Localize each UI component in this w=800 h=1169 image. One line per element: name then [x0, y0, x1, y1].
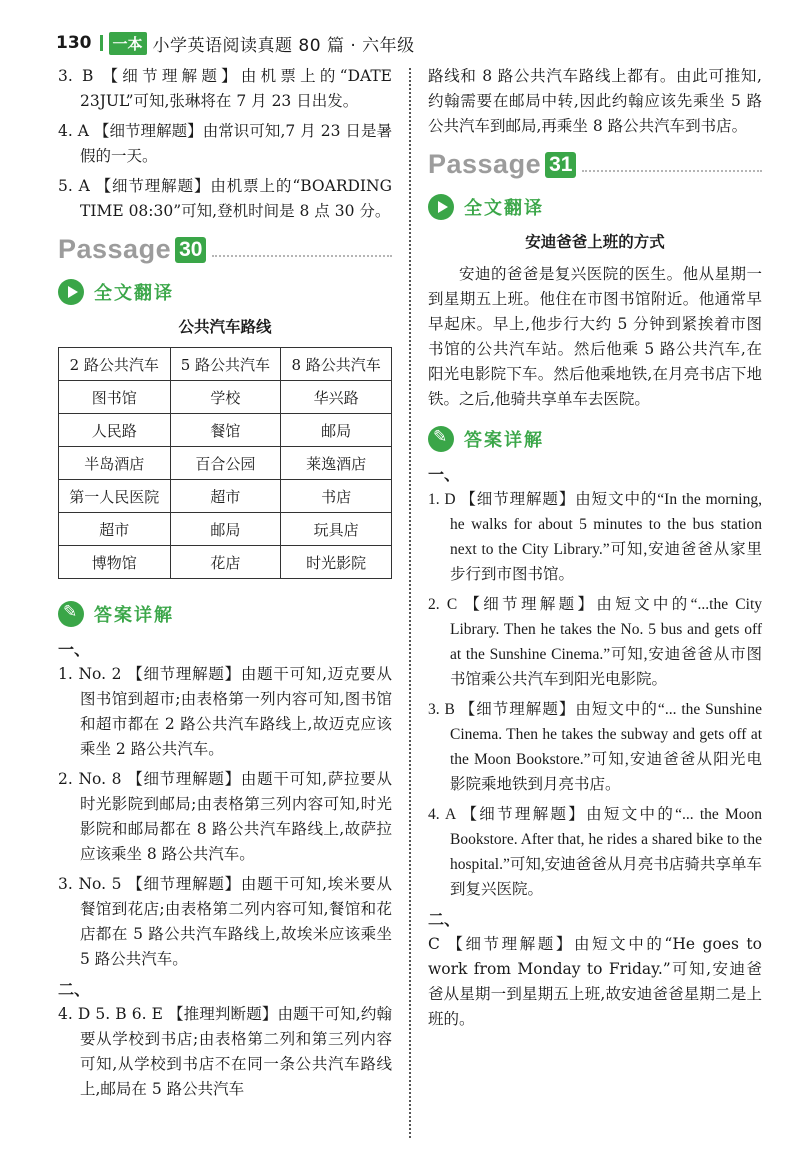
section-title: 答案详解: [94, 605, 174, 626]
answer-item: 4. D 5. B 6. E 【推理判断题】由题干可知,约翰要从学校到书店;由表格第二列和第三列内容可知,从学校到书店不在同一条公共汽车路线上,邮局在 5 路公共汽车: [58, 1005, 392, 1098]
answer-item: 1. D 【细节理解题】由短文中的“In the morning, he walks for about 5 minutes to the bus station next to the City Library.”可知,安迪爸爸从家里步行到市图书馆。: [428, 491, 762, 583]
part-label: 二、: [428, 910, 461, 929]
brand-logo: 一本: [109, 32, 147, 55]
table-row: [59, 513, 392, 546]
continued-text: 路线和 8 路公共汽车路线上都有。由此可推知,约翰需要在邮局中转,因此约翰应该先乘坐 5 路公共汽车到邮局,再乘坐 8 路公共汽车到书店。: [428, 67, 762, 135]
part-label: 一、: [428, 465, 461, 484]
table-cell: 超市: [59, 513, 171, 546]
part-label: 一、: [58, 640, 91, 659]
table-header-cell: 8 路公共汽车: [281, 348, 392, 381]
table-cell: 第一人民医院: [59, 480, 171, 513]
table-cell: 华兴路: [281, 381, 392, 414]
answer-item: 3. B 【细节理解题】由机票上的“DATE 23JUL”可知,张琳将在 7 月 23 日出发。: [58, 67, 392, 110]
table-row: [59, 447, 392, 480]
dotted-rule: [582, 158, 762, 172]
table-cell: 超市: [170, 480, 281, 513]
passage-30-title: [58, 234, 392, 265]
answer-item: 4. A 【细节理解题】由短文中的“... the Moon Bookstore. After that, he rides a shared bike to the hospital.”可知,安迪爸爸从月亮书店骑共享单车到复兴医院。: [428, 806, 762, 898]
answers-heading: [428, 426, 762, 452]
passage-label: Passage: [428, 149, 542, 179]
table-cell: 时光影院: [281, 546, 392, 579]
passage-number: 31: [545, 152, 576, 178]
passage-label: Passage: [58, 234, 172, 264]
table-header-row: [59, 348, 392, 381]
play-icon: [428, 194, 454, 220]
part-label: 二、: [58, 980, 91, 999]
section-title: 答案详解: [464, 430, 544, 451]
table-cell: 半岛酒店: [59, 447, 171, 480]
table-cell: 博物馆: [59, 546, 171, 579]
table-cell: 书店: [281, 480, 392, 513]
right-column: [428, 64, 762, 1032]
answer-item: C 【细节理解题】由短文中的“He goes to work from Monday to Friday.”可知,安迪爸爸从星期一到星期五上班,故安迪爸爸星期二是上班的。: [428, 935, 762, 1028]
table-cell: 玩具店: [281, 513, 392, 546]
page-number: 130: [56, 33, 92, 53]
section-title: 全文翻译: [94, 283, 174, 304]
translation-heading: [428, 194, 762, 220]
book-title: 小学英语阅读真题 80 篇 · 六年级: [152, 35, 415, 56]
answer-item: 5. A 【细节理解题】由机票上的“BOARDING TIME 08:30”可知,登机时间是 8 点 30 分。: [58, 177, 392, 220]
answer-item: 2. No. 8 【细节理解题】由题干可知,萨拉要从时光影院到邮局;由表格第三列内容可知,时光影院和邮局都在 8 路公共汽车路线上,故萨拉应该乘坐 8 路公共汽车。: [58, 770, 392, 863]
bus-routes-table: [58, 347, 392, 579]
table-header-cell: 5 路公共汽车: [170, 348, 281, 381]
table-cell: 人民路: [59, 414, 171, 447]
article-body: 安迪的爸爸是复兴医院的医生。他从星期一到星期五上班。他住在市图书馆附近。他通常早早起床。早上,他步行大约 5 分钟到紧挨着市图书馆的公共汽车站。然后他乘 5 路公共汽车,在阳光电影院下车。然后他乘地铁,在月亮书店下地铁。之后,他骑共享单车去医院。: [428, 265, 762, 408]
answer-item: 4. A 【细节理解题】由常识可知,7 月 23 日是暑假的一天。: [58, 122, 392, 165]
table-title: 公共汽车路线: [178, 318, 272, 336]
answer-item: 1. No. 2 【细节理解题】由题干可知,迈克要从图书馆到超市;由表格第一列内容可知,图书馆和超市都在 2 路公共汽车路线上,故迈克应该乘坐 2 路公共汽车。: [58, 665, 392, 758]
table-row: [59, 480, 392, 513]
passage-number: 30: [175, 237, 206, 263]
table-cell: 邮局: [281, 414, 392, 447]
pencil-icon: [58, 601, 84, 627]
page-header: [56, 30, 415, 56]
table-cell: 花店: [170, 546, 281, 579]
section-title: 全文翻译: [464, 198, 544, 219]
table-cell: 学校: [170, 381, 281, 414]
dotted-rule: [212, 243, 392, 257]
answer-item: 3. No. 5 【细节理解题】由题干可知,埃米要从餐馆到花店;由表格第二列内容可知,餐馆和花店都在 5 路公共汽车路线上,故埃米应该乘坐 5 路公共汽车。: [58, 875, 392, 968]
article-title: 安迪爸爸上班的方式: [525, 233, 665, 251]
answers-heading: [58, 601, 392, 627]
table-header-cell: 2 路公共汽车: [59, 348, 171, 381]
play-icon: [58, 279, 84, 305]
table-cell: 图书馆: [59, 381, 171, 414]
passage-31-title: [428, 149, 762, 180]
answer-item: 3. B 【细节理解题】由短文中的“... the Sunshine Cinema. Then he takes the subway and gets off at the Moon Bookstore.”可知,安迪爸爸从阳光电影院乘地铁到月亮书店。: [428, 701, 762, 793]
translation-heading: [58, 279, 392, 305]
table-cell: 餐馆: [170, 414, 281, 447]
header-divider: [100, 35, 103, 51]
table-cell: 邮局: [170, 513, 281, 546]
left-column: [58, 64, 392, 1107]
table-cell: 百合公园: [170, 447, 281, 480]
pencil-icon: [428, 426, 454, 452]
table-row: [59, 414, 392, 447]
column-divider: [409, 68, 411, 1138]
table-row: [59, 546, 392, 579]
table-row: [59, 381, 392, 414]
table-cell: 莱逸酒店: [281, 447, 392, 480]
answer-item: 2. C 【细节理解题】由短文中的“...the City Library. Then he takes the No. 5 bus and gets off at the Sunshine Cinema.”可知,安迪爸爸从市图书馆乘公共汽车到阳光电影院。: [428, 596, 762, 688]
